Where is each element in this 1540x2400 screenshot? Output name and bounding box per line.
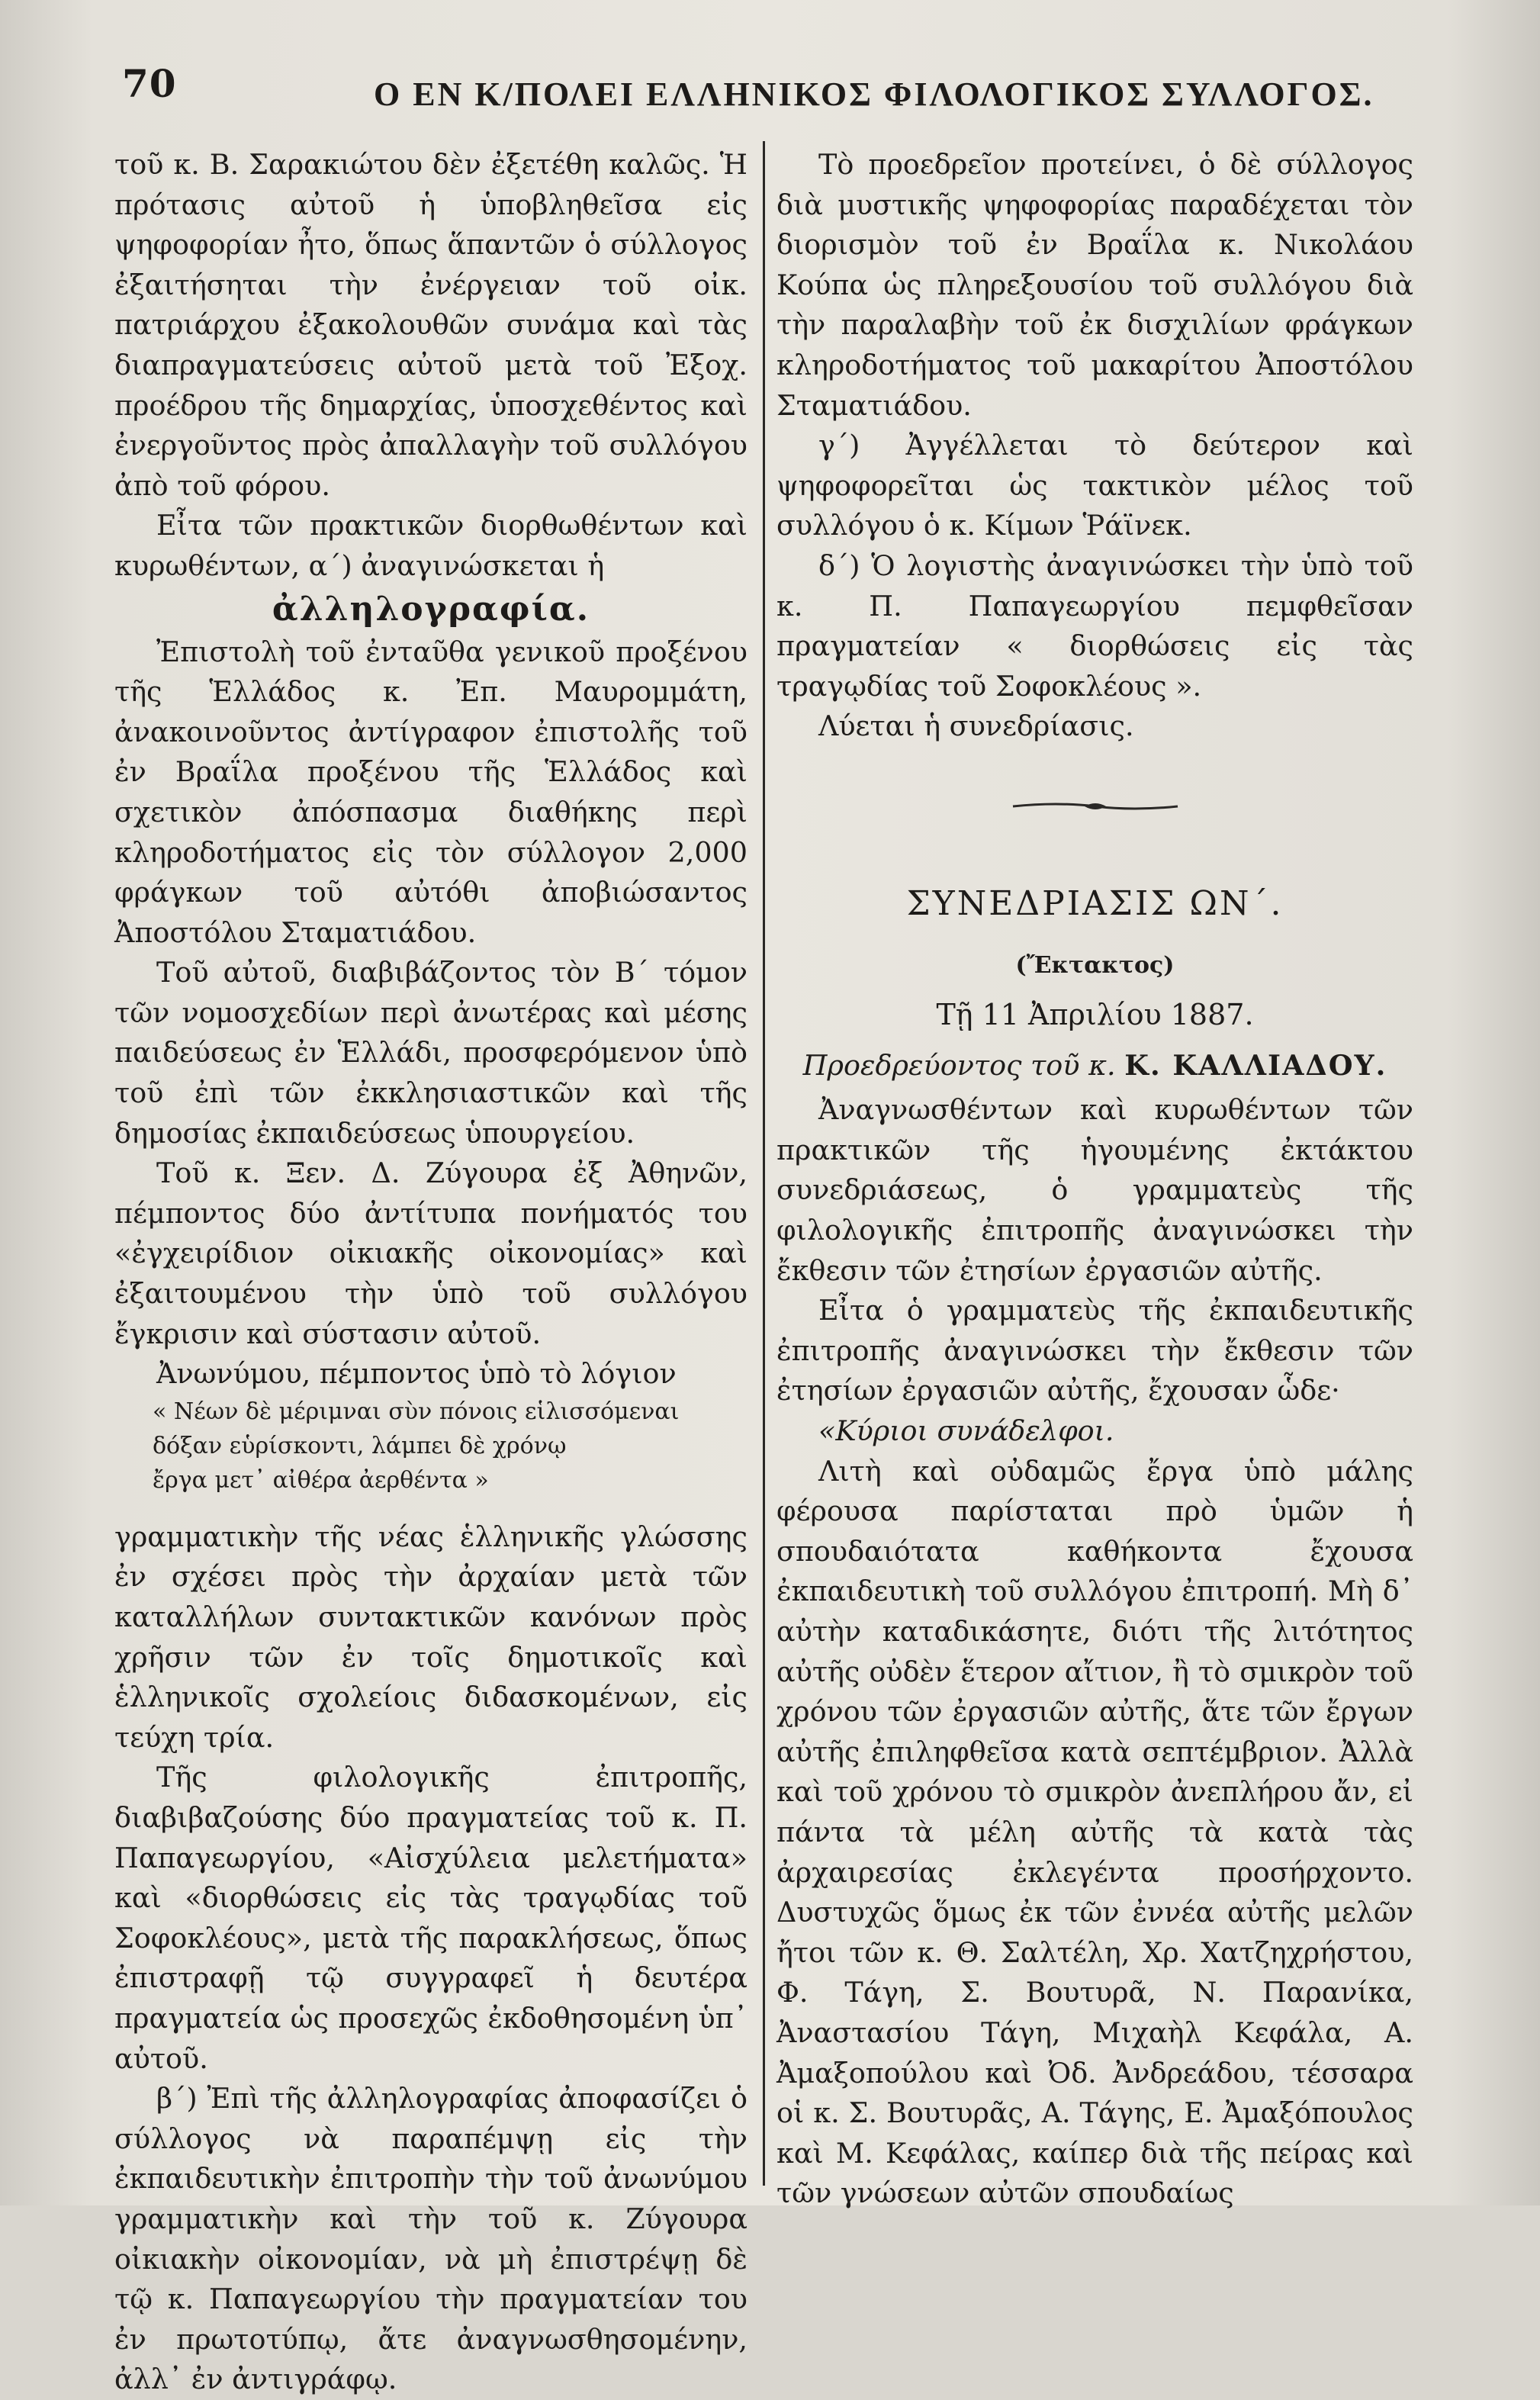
verse-line: δόξαν εὑρίσκοντι, λάμπει δὲ χρόνῳ (153, 1432, 567, 1459)
salutation: «Κύριοι συνάδελφοι. (818, 1414, 1114, 1448)
verse-line: ἔργα μετ᾽ αἰθέρα ἀερθέντα » (153, 1466, 489, 1494)
ornament-icon (1011, 799, 1179, 814)
paragraph: Τοῦ κ. Ξεν. Δ. Ζύγουρα ἐξ Ἀθηνῶν, πέμποντος δύο ἀντίτυπα πονήματός του «ἐγχειρίδιον οἰκιακῆς οἰκονομίας» καὶ ἐξαιτουμένου τὴν ὑπὸ τοῦ συλλόγου ἔγκρισιν καὶ σύστασιν αὐτοῦ. (114, 1157, 747, 1350)
paragraph: Εἶτα τῶν πρακτικῶν διορθωθέντων καὶ κυρωθέντων, α΄) ἀναγινώσκεται ἡ (114, 509, 747, 582)
paragraph: Τὸ προεδρεῖον προτείνει, ὁ δὲ σύλλογος διὰ μυστικῆς ψηφοφορίας παραδέχεται τὸν διορισμὸν τοῦ ἐν Βραΐλα κ. Νικολάου Κούπα ὡς πληρεξουσίου τοῦ συλλόγου διὰ τὴν παραλαβὴν τοῦ ἐκ δισχιλίων φράγκων κληροδοτήματος τοῦ μακαρίτου Ἀποστόλου Σταματιάδου. (776, 148, 1413, 422)
paragraph: Ἐπιστολὴ τοῦ ἐνταῦθα γενικοῦ προξένου τῆς Ἑλλάδος κ. Ἐπ. Μαυρομμάτη, ἀνακοινοῦντος ἀντίγραφον ἐπιστολῆς τοῦ ἐν Βραΐλα προξένου τῆς Ἑλλάδος καὶ σχετικὸν ἀπόσπασμα διαθήκης περὶ κληροδοτήματος εἰς τὸν σύλλογον 2,000 φράγκων τοῦ αὐτόθι ἀποβιώσαντος Ἀποστόλου Σταματιάδου. (114, 635, 747, 949)
paragraph: δ΄) Ὁ λογιστὴς ἀναγινώσκει τὴν ὑπὸ τοῦ κ. Π. Παπαγεωργίου πεμφθεῖσαν πραγματείαν « διορθώσεις εἰς τὰς τραγῳδίας τοῦ Σοφοκλέους ». (776, 549, 1413, 703)
session-date: Τῇ 11 Ἀπριλίου 1887. (936, 998, 1254, 1032)
presiding-label: Προεδρεύοντος τοῦ κ. (802, 1048, 1116, 1082)
presiding-name: Κ. ΚΑΛΛΙΑΔΟΥ. (1124, 1048, 1387, 1082)
paragraph: γραμματικὴν τῆς νέας ἑλληνικῆς γλώσσης ἐν σχέσει πρὸς τὴν ἀρχαίαν μετὰ τῶν καταλλήλων συντακτικῶν κανόνων πρὸς χρῆσιν τῶν ἐν τοῖς δημοτικοῖς καὶ ἑλληνικοῖς σχολείοις διδασκομένων, εἰς τεύχη τρία. (114, 1520, 747, 1754)
verse-line: « Νέων δὲ μέριμναι σὺν πόνοις εἱλισσόμεναι (153, 1398, 680, 1425)
paragraph: Εἶτα ὁ γραμματεὺς τῆς ἐκπαιδευτικῆς ἐπιτροπῆς ἀναγινώσκει τὴν ἔκθεσιν τῶν ἐτησίων ἐργασιῶν αὐτῆς, ἔχουσαν ὧδε· (776, 1294, 1413, 1408)
session-subtitle: (Ἔκτακτος) (1015, 951, 1175, 979)
paragraph: Ἀναγνωσθέντων καὶ κυρωθέντων τῶν πρακτικῶν τῆς ἡγουμένης ἐκτάκτου συνεδριάσεως, ὁ γραμματεὺς τῆς φιλολογικῆς ἐπιτροπῆς ἀναγινώσκει τὴν ἔκθεσιν τῶν ἐτησίων ἐργασιῶν αὐτῆς. (776, 1093, 1413, 1287)
column-divider (763, 141, 765, 2186)
right-column (776, 145, 1413, 2214)
paragraph: Λύεται ἡ συνεδρίασις. (818, 709, 1134, 743)
running-title: Ο ΕΝ Κ/ΠΟΛΕΙ ΕΛΛΗΝΙΚΟΣ ΦΙΛΟΛΟΓΙΚΟΣ ΣΥΛΛΟΓΟΣ. (374, 76, 1374, 113)
presiding-line (776, 1046, 1413, 1086)
page-header (122, 61, 1419, 122)
ornamental-rule (776, 785, 1413, 800)
paragraph: γ΄) Ἀγγέλλεται τὸ δεύτερον καὶ ψηφοφορεῖται ὡς τακτικὸν μέλος τοῦ συλλόγου ὁ κ. Κίμων Ῥάϊνεκ. (776, 429, 1413, 542)
quoted-verse (114, 1395, 747, 1498)
session-title: ΣΥΝΕΔΡΙΑΣΙΣ ΩΝ΄. (906, 883, 1284, 923)
paragraph: Τῆς φιλολογικῆς ἐπιτροπῆς, διαβιβαζούσης δύο πραγματείας τοῦ κ. Π. Παπαγεωργίου, «Αἰσχύλεια μελετήματα» καὶ «διορθώσεις εἰς τὰς τραγῳδίας τοῦ Σοφοκλέους», μετὰ τῆς παρακλήσεως, ὅπως ἐπιστραφῇ τῷ συγγραφεῖ ἡ δευτέρα πραγματεία ὡς προσεχῶς ἐκδοθησομένη ὑπ᾽ αὐτοῦ. (114, 1761, 747, 2075)
paragraph: τοῦ κ. Β. Σαρακιώτου δὲν ἐξετέθη καλῶς. Ἡ πρότασις αὐτοῦ ἡ ὑποβληθεῖσα εἰς ψηφοφορίαν ἦτο, ὅπως ἅπαντῶν ὁ σύλλογος ἐξαιτήσηται τὴν ἐνέργειαν τοῦ οἰκ. πατριάρχου ἐξακολουθῶν συνάμα καὶ τὰς διαπραγματεύσεις αὐτοῦ μετὰ τοῦ Ἐξοχ. προέδρου τῆς δημαρχίας, ὑποσχεθέντος καὶ ἐνεργοῦντος πρὸς ἀπαλλαγὴν τοῦ συλλόγου ἀπὸ τοῦ φόρου. (114, 148, 747, 502)
left-column (114, 145, 747, 2400)
paragraph: Τοῦ αὐτοῦ, διαβιβάζοντος τὸν Β΄ τόμον τῶν νομοσχεδίων περὶ ἀνωτέρας καὶ μέσης παιδεύσεως ἐν Ἑλλάδι, προσφερόμενον ὑπὸ τοῦ ἐπὶ τῶν ἐκκλησιαστικῶν καὶ τῆς δημοσίας ἐκπαιδεύσεως ὑπουργείου. (114, 956, 747, 1150)
page-number: 70 (122, 61, 177, 106)
paragraph: Ἀνωνύμου, πέμποντος ὑπὸ τὸ λόγιον (156, 1357, 677, 1391)
paragraph: Λιτὴ καὶ οὐδαμῶς ἔργα ὑπὸ μάλης φέρουσα παρίσταται πρὸ ὑμῶν ἡ σπουδαιότατα καθήκοντα ἔχουσα ἐκπαιδευτικὴ τοῦ συλλόγου ἐπιτροπή. Μὴ δ᾽ αὐτὴν καταδικάσητε, διότι τῆς λιτότητος αὐτῆς οὐδὲν ἕτερον αἴτιον, ἢ τὸ σμικρὸν τοῦ χρόνου τῶν ἐργασιῶν αὐτῆς, ἅτε τῶν ἔργων αὐτῆς ἐπιληφθεῖσα κατὰ σεπτέμβριον. Ἀλλὰ καὶ τοῦ χρόνου τὸ σμικρὸν ἀνεπλήρου ἄν, εἰ πάντα τὰ μέλη αὐτῆς τὰ κατὰ τὰς ἀρχαιρεσίας ἐκλεγέντα προσήρχοντο. Δυστυχῶς ὅμως ἐκ τῶν ἐννέα αὐτῆς μελῶν ἤτοι τῶν κ. Θ. Σαλτέλη, Χρ. Χατζηχρήστου, Φ. Τάγη, Σ. Βουτυρᾶ, Ν. Παρανίκα, Ἀναστασίου Τάγη, Μιχαὴλ Κεφάλα, Α. Ἀμαξοπούλου καὶ Ὀδ. Ἀνδρεάδου, τέσσαρα οἱ κ. Σ. Βουτυρᾶς, Α. Τάγης, Ε. Ἀμαξόπουλος καὶ Μ. Κεφάλας, καίπερ διὰ τῆς πείρας καὶ τῶν γνώσεων αὐτῶν σπουδαίως (776, 1454, 1413, 2210)
section-heading: ἀλληλογραφία. (272, 589, 590, 629)
paragraph: β΄) Ἐπὶ τῆς ἀλληλογραφίας ἀποφασίζει ὁ σύλλογος νὰ παραπέμψῃ εἰς τὴν ἐκπαιδευτικὴν ἐπιτροπὴν τὴν τοῦ ἀνωνύμου γραμματικὴν καὶ τὴν τοῦ κ. Ζύγουρα οἰκιακὴν οἰκονομίαν, νὰ μὴ ἐπιστρέψῃ δὲ τῷ κ. Παπαγεωργίου τὴν πραγματείαν του ἐν πρωτοτύπῳ, ἄτε ἀναγνωσθησομένην, ἀλλ᾽ ἐν ἀντιγράφῳ. (114, 2082, 747, 2396)
